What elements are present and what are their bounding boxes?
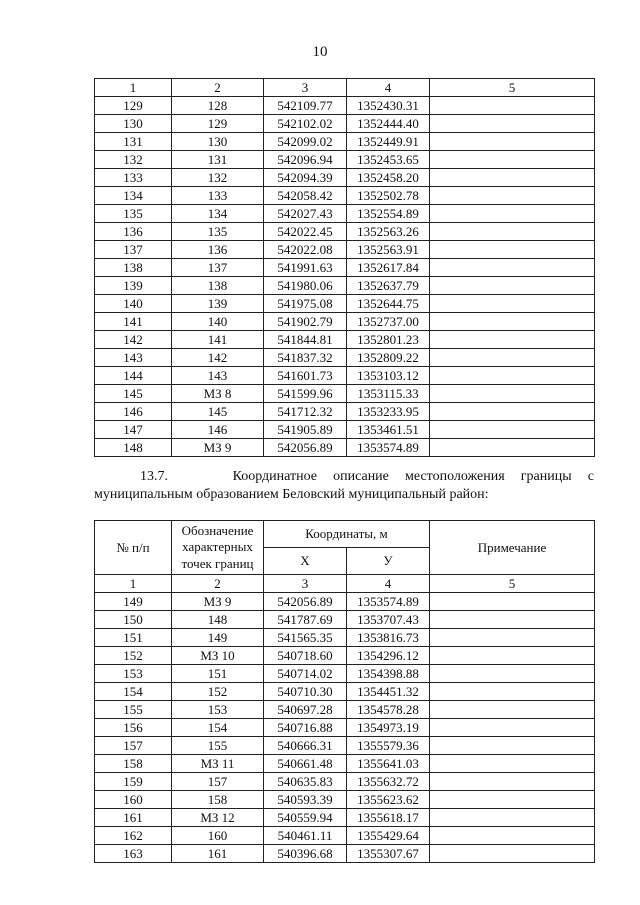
coord-y: 1354451.32 — [347, 682, 430, 700]
table-row — [95, 592, 595, 610]
coord-y: 1355618.17 — [347, 808, 430, 826]
point-designation: 128 — [172, 97, 264, 115]
column-number-row — [95, 574, 595, 592]
note-cell — [430, 808, 595, 826]
coord-y: 1352637.79 — [347, 277, 430, 295]
point-number: 132 — [95, 151, 172, 169]
coord-x: 542027.43 — [264, 205, 347, 223]
point-designation: 143 — [172, 367, 264, 385]
point-number: 161 — [95, 808, 172, 826]
point-designation: 139 — [172, 295, 264, 313]
table-row — [95, 754, 595, 772]
coord-x: 541599.96 — [264, 385, 347, 403]
table-row — [95, 241, 595, 259]
coord-y: 1355623.62 — [347, 790, 430, 808]
coord-x: 541991.63 — [264, 259, 347, 277]
note-cell — [430, 610, 595, 628]
coord-x: 542099.02 — [264, 133, 347, 151]
table-row — [95, 808, 595, 826]
note-cell — [430, 682, 595, 700]
point-number: 158 — [95, 754, 172, 772]
header-x: X — [264, 547, 347, 574]
point-number: 145 — [95, 385, 172, 403]
point-designation: 136 — [172, 241, 264, 259]
table-row — [95, 331, 595, 349]
note-cell — [430, 592, 595, 610]
coord-x: 542056.89 — [264, 439, 347, 457]
point-designation: 131 — [172, 151, 264, 169]
table-row — [95, 277, 595, 295]
note-cell — [430, 241, 595, 259]
point-number: 144 — [95, 367, 172, 385]
coord-y: 1353115.33 — [347, 385, 430, 403]
note-cell — [430, 277, 595, 295]
coord-y: 1352458.20 — [347, 169, 430, 187]
point-number: 143 — [95, 349, 172, 367]
coord-x: 541601.73 — [264, 367, 347, 385]
coord-x: 542022.45 — [264, 223, 347, 241]
coord-y: 1352809.22 — [347, 349, 430, 367]
table-row — [95, 169, 595, 187]
section-line-1 — [94, 468, 594, 486]
table-row — [95, 349, 595, 367]
coordinates-table — [94, 520, 595, 863]
note-cell — [430, 628, 595, 646]
point-designation: 137 — [172, 259, 264, 277]
point-number: 141 — [95, 313, 172, 331]
coord-x: 542094.39 — [264, 169, 347, 187]
coord-y: 1352563.91 — [347, 241, 430, 259]
point-number: 155 — [95, 700, 172, 718]
table-row — [95, 628, 595, 646]
point-designation: 132 — [172, 169, 264, 187]
table-row — [95, 718, 595, 736]
note-cell — [430, 133, 595, 151]
coord-x: 542056.89 — [264, 592, 347, 610]
point-designation: 160 — [172, 826, 264, 844]
point-number: 130 — [95, 115, 172, 133]
column-number: 4 — [347, 79, 430, 97]
table-row — [95, 700, 595, 718]
coord-x: 540714.02 — [264, 664, 347, 682]
note-cell — [430, 151, 595, 169]
point-designation: МЗ 12 — [172, 808, 264, 826]
coord-x: 541837.32 — [264, 349, 347, 367]
point-number: 151 — [95, 628, 172, 646]
point-designation: 153 — [172, 700, 264, 718]
point-number: 148 — [95, 439, 172, 457]
coord-y: 1352502.78 — [347, 187, 430, 205]
table-row — [95, 367, 595, 385]
coord-x: 540716.88 — [264, 718, 347, 736]
point-designation: 155 — [172, 736, 264, 754]
point-number: 137 — [95, 241, 172, 259]
note-cell — [430, 790, 595, 808]
coord-x: 542022.08 — [264, 241, 347, 259]
coord-x: 542058.42 — [264, 187, 347, 205]
note-cell — [430, 754, 595, 772]
table-row — [95, 772, 595, 790]
note-cell — [430, 367, 595, 385]
coord-y: 1352737.00 — [347, 313, 430, 331]
point-designation: 134 — [172, 205, 264, 223]
table-row — [95, 151, 595, 169]
point-designation: 130 — [172, 133, 264, 151]
point-number: 134 — [95, 187, 172, 205]
table-row — [95, 205, 595, 223]
note-cell — [430, 646, 595, 664]
table-row — [95, 664, 595, 682]
section-text-line-1: Координатное описание местоположения границы с — [232, 469, 595, 484]
coord-x: 540559.94 — [264, 808, 347, 826]
point-designation: МЗ 9 — [172, 592, 264, 610]
note-cell — [430, 403, 595, 421]
point-designation: 158 — [172, 790, 264, 808]
table-row — [95, 790, 595, 808]
coord-y: 1353574.89 — [347, 592, 430, 610]
coord-y: 1352554.89 — [347, 205, 430, 223]
header-note: Примечание — [430, 521, 595, 575]
point-number: 129 — [95, 97, 172, 115]
coord-y: 1352563.26 — [347, 223, 430, 241]
point-designation: 146 — [172, 421, 264, 439]
coord-x: 540666.31 — [264, 736, 347, 754]
coord-x: 540396.68 — [264, 844, 347, 862]
column-number: 1 — [95, 574, 172, 592]
coord-x: 540661.48 — [264, 754, 347, 772]
point-number: 162 — [95, 826, 172, 844]
section-paragraph — [94, 468, 594, 504]
column-number: 3 — [264, 79, 347, 97]
point-number: 150 — [95, 610, 172, 628]
point-designation: 138 — [172, 277, 264, 295]
note-cell — [430, 331, 595, 349]
note-cell — [430, 97, 595, 115]
table-row — [95, 97, 595, 115]
point-number: 157 — [95, 736, 172, 754]
coord-x: 540593.39 — [264, 790, 347, 808]
header-y: У — [347, 547, 430, 574]
column-number: 4 — [347, 574, 430, 592]
point-designation: 142 — [172, 349, 264, 367]
note-cell — [430, 205, 595, 223]
header-coordinates: Координаты, м — [264, 521, 430, 548]
point-designation: 141 — [172, 331, 264, 349]
point-designation: 140 — [172, 313, 264, 331]
table-row — [95, 187, 595, 205]
point-designation: 129 — [172, 115, 264, 133]
coord-x: 540461.11 — [264, 826, 347, 844]
note-cell — [430, 736, 595, 754]
table-row — [95, 313, 595, 331]
coord-x: 540718.60 — [264, 646, 347, 664]
point-designation: 133 — [172, 187, 264, 205]
coord-y: 1352430.31 — [347, 97, 430, 115]
point-designation: МЗ 11 — [172, 754, 264, 772]
coord-x: 541565.35 — [264, 628, 347, 646]
coord-x: 541980.06 — [264, 277, 347, 295]
point-designation: 154 — [172, 718, 264, 736]
coord-y: 1354973.19 — [347, 718, 430, 736]
point-designation: 135 — [172, 223, 264, 241]
coord-y: 1352617.84 — [347, 259, 430, 277]
header-designation: Обозначение характерных точек границ — [172, 521, 264, 575]
table-row — [95, 646, 595, 664]
coord-y: 1353461.51 — [347, 421, 430, 439]
note-cell — [430, 772, 595, 790]
column-number: 2 — [172, 574, 264, 592]
point-designation: МЗ 9 — [172, 439, 264, 457]
point-number: 152 — [95, 646, 172, 664]
column-number: 5 — [430, 79, 595, 97]
coord-y: 1355641.03 — [347, 754, 430, 772]
coord-x: 542102.02 — [264, 115, 347, 133]
point-number: 140 — [95, 295, 172, 313]
point-number: 136 — [95, 223, 172, 241]
column-number: 1 — [95, 79, 172, 97]
point-designation: МЗ 8 — [172, 385, 264, 403]
note-cell — [430, 700, 595, 718]
section-number: 13.7. — [140, 469, 168, 484]
coord-y: 1352644.75 — [347, 295, 430, 313]
coord-y: 1352449.91 — [347, 133, 430, 151]
point-number: 160 — [95, 790, 172, 808]
coord-x: 541844.81 — [264, 331, 347, 349]
table-row — [95, 844, 595, 862]
note-cell — [430, 223, 595, 241]
note-cell — [430, 718, 595, 736]
note-cell — [430, 439, 595, 457]
coord-y: 1353707.43 — [347, 610, 430, 628]
coord-y: 1354398.88 — [347, 664, 430, 682]
point-designation: 145 — [172, 403, 264, 421]
note-cell — [430, 844, 595, 862]
point-designation: 151 — [172, 664, 264, 682]
point-designation: 161 — [172, 844, 264, 862]
coord-x: 542109.77 — [264, 97, 347, 115]
point-number: 135 — [95, 205, 172, 223]
coord-x: 541975.08 — [264, 295, 347, 313]
section-line-2: муниципальным образованием Беловский муниципальный район: — [94, 487, 489, 502]
coord-x: 540710.30 — [264, 682, 347, 700]
table-row — [95, 439, 595, 457]
coordinates-table-continued — [94, 78, 595, 457]
point-number: 142 — [95, 331, 172, 349]
point-number: 153 — [95, 664, 172, 682]
column-number: 5 — [430, 574, 595, 592]
point-number: 154 — [95, 682, 172, 700]
table-row — [95, 259, 595, 277]
coord-y: 1355307.67 — [347, 844, 430, 862]
column-number-row — [95, 79, 595, 97]
point-designation: 157 — [172, 772, 264, 790]
note-cell — [430, 259, 595, 277]
point-number: 146 — [95, 403, 172, 421]
coord-y: 1355579.36 — [347, 736, 430, 754]
table-row — [95, 133, 595, 151]
note-cell — [430, 187, 595, 205]
note-cell — [430, 421, 595, 439]
coord-y: 1352444.40 — [347, 115, 430, 133]
note-cell — [430, 115, 595, 133]
point-number: 133 — [95, 169, 172, 187]
point-designation: 152 — [172, 682, 264, 700]
note-cell — [430, 349, 595, 367]
table2-body — [95, 592, 595, 862]
point-number: 139 — [95, 277, 172, 295]
page-number: 10 — [312, 44, 328, 60]
point-designation: 148 — [172, 610, 264, 628]
table-row — [95, 421, 595, 439]
coord-y: 1353816.73 — [347, 628, 430, 646]
table-row — [95, 385, 595, 403]
coord-x: 541905.89 — [264, 421, 347, 439]
column-number: 2 — [172, 79, 264, 97]
point-number: 138 — [95, 259, 172, 277]
table-row — [95, 295, 595, 313]
coord-x: 541787.69 — [264, 610, 347, 628]
point-number: 156 — [95, 718, 172, 736]
coord-y: 1355632.72 — [347, 772, 430, 790]
note-cell — [430, 664, 595, 682]
coord-y: 1353233.95 — [347, 403, 430, 421]
table-row — [95, 610, 595, 628]
point-designation: МЗ 10 — [172, 646, 264, 664]
note-cell — [430, 169, 595, 187]
table-row — [95, 115, 595, 133]
note-cell — [430, 295, 595, 313]
point-number: 131 — [95, 133, 172, 151]
table-row — [95, 826, 595, 844]
coord-x: 541902.79 — [264, 313, 347, 331]
note-cell — [430, 385, 595, 403]
column-number: 3 — [264, 574, 347, 592]
coord-x: 541712.32 — [264, 403, 347, 421]
coord-x: 540697.28 — [264, 700, 347, 718]
coord-y: 1353574.89 — [347, 439, 430, 457]
table1-body — [95, 97, 595, 457]
point-number: 149 — [95, 592, 172, 610]
coord-y: 1354296.12 — [347, 646, 430, 664]
note-cell — [430, 826, 595, 844]
coord-y: 1355429.64 — [347, 826, 430, 844]
header-number: № п/п — [95, 521, 172, 575]
table-row — [95, 223, 595, 241]
coord-x: 540635.83 — [264, 772, 347, 790]
coord-y: 1353103.12 — [347, 367, 430, 385]
point-number: 163 — [95, 844, 172, 862]
point-designation: 149 — [172, 628, 264, 646]
note-cell — [430, 313, 595, 331]
table-row — [95, 682, 595, 700]
table-row — [95, 736, 595, 754]
coord-x: 542096.94 — [264, 151, 347, 169]
table-row — [95, 403, 595, 421]
point-number: 147 — [95, 421, 172, 439]
coord-y: 1352801.23 — [347, 331, 430, 349]
header-row — [95, 521, 595, 548]
point-number: 159 — [95, 772, 172, 790]
coord-y: 1354578.28 — [347, 700, 430, 718]
coord-y: 1352453.65 — [347, 151, 430, 169]
